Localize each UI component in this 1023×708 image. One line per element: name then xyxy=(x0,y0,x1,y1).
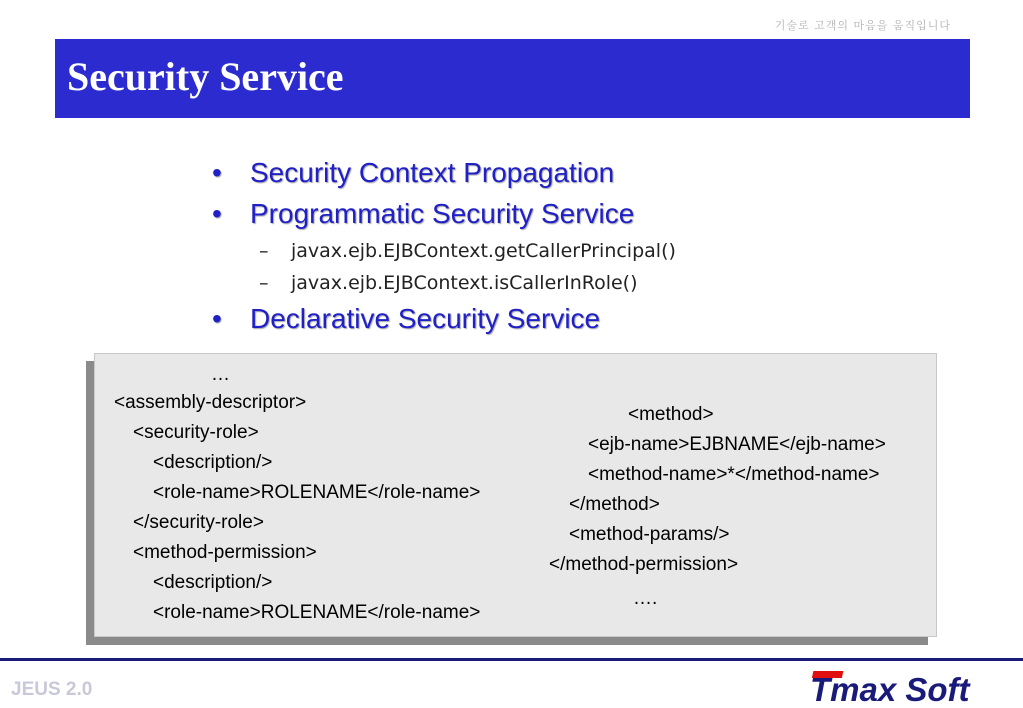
sub-bullet-marker: – xyxy=(259,272,269,294)
sub-bullet-marker: – xyxy=(259,240,269,262)
code-line: <description/> xyxy=(153,452,273,473)
bullet-item xyxy=(212,195,912,236)
footer-divider xyxy=(0,658,1023,661)
code-line: <assembly-descriptor> xyxy=(114,392,307,413)
code-line: <role-name>ROLENAME</role-name> xyxy=(153,602,481,623)
bullet-list xyxy=(212,154,912,341)
tagline: 기술로 고객의 마음을 움직입니다 xyxy=(774,19,951,32)
bullet-text: Programmatic Security Service xyxy=(250,198,635,229)
bullet-text: Declarative Security Service xyxy=(250,303,601,334)
sub-bullet-item xyxy=(212,236,912,268)
code-line: </method-permission> xyxy=(549,554,739,575)
tmax-soft-logo xyxy=(808,668,1013,706)
title-bar xyxy=(55,39,970,118)
code-line: <security-role> xyxy=(133,422,259,443)
sub-bullet-text: javax.ejb.EJBContext.getCallerPrincipal() xyxy=(291,240,676,262)
bullet-text: Security Context Propagation xyxy=(250,157,615,188)
code-line: <method-name>*</method-name> xyxy=(588,464,880,485)
code-line: <method-permission> xyxy=(133,542,317,563)
page-title: Security Service xyxy=(67,54,344,99)
code-line: <role-name>ROLENAME</role-name> xyxy=(153,482,481,503)
code-line: <method-params/> xyxy=(569,524,730,545)
sub-bullet-item xyxy=(212,268,912,300)
bullet-item xyxy=(212,154,912,195)
code-line: <ejb-name>EJBNAME</ejb-name> xyxy=(588,434,886,455)
footer-version: JEUS 2.0 xyxy=(11,679,93,700)
bullet-marker: • xyxy=(212,157,222,188)
code-line: <method> xyxy=(628,404,714,425)
code-line: <description/> xyxy=(153,572,273,593)
code-box xyxy=(94,353,937,637)
code-line: </security-role> xyxy=(133,512,264,533)
code-line: …. xyxy=(633,588,658,609)
code-line: … xyxy=(211,364,230,385)
bullet-marker: • xyxy=(212,303,222,334)
sub-bullet-text: javax.ejb.EJBContext.isCallerInRole() xyxy=(291,272,638,294)
tmax-soft-logo-graphic xyxy=(808,668,1013,706)
svg-text:Tmax Soft: Tmax Soft xyxy=(810,671,970,706)
bullet-item xyxy=(212,300,912,341)
bullet-marker: • xyxy=(212,198,222,229)
code-line: </method> xyxy=(569,494,660,515)
